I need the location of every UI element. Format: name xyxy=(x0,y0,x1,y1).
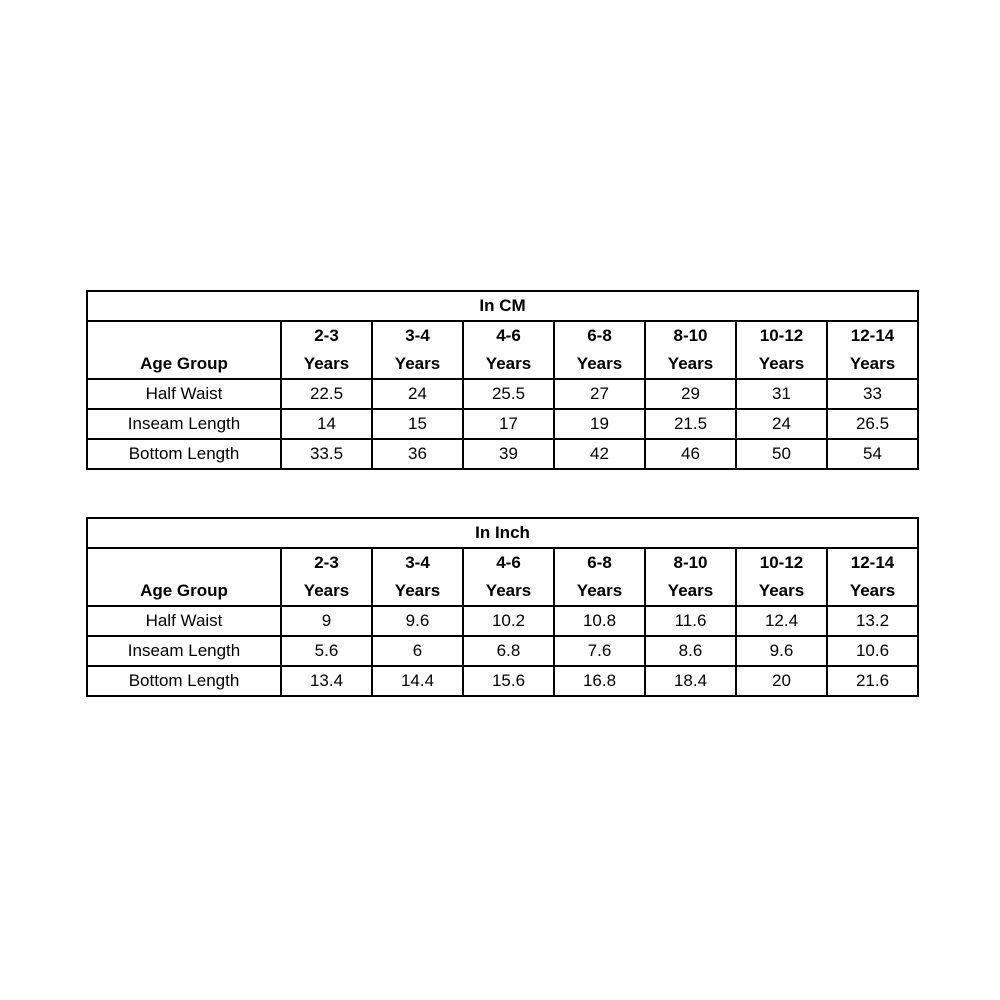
age-range: 10-12 xyxy=(759,553,804,572)
table-cell: 5.6 xyxy=(281,636,372,666)
age-unit: Years xyxy=(576,581,623,600)
table-header-row xyxy=(87,548,918,606)
table-row xyxy=(87,666,918,696)
table-cell: 21.6 xyxy=(827,666,918,696)
column-header xyxy=(736,321,827,379)
size-table-inch xyxy=(86,517,919,697)
column-header xyxy=(645,321,736,379)
table-cell: 6.8 xyxy=(463,636,554,666)
age-unit: Years xyxy=(667,354,714,373)
table-cell: 36 xyxy=(372,439,463,469)
table-cell: 15 xyxy=(372,409,463,439)
table-cell: 15.6 xyxy=(463,666,554,696)
column-header xyxy=(827,321,918,379)
age-range: 6-8 xyxy=(587,326,612,345)
table-cell: 10.6 xyxy=(827,636,918,666)
column-header xyxy=(372,321,463,379)
table-cell: 6 xyxy=(372,636,463,666)
table-cell: 33.5 xyxy=(281,439,372,469)
table-row xyxy=(87,606,918,636)
column-header xyxy=(463,321,554,379)
column-header xyxy=(281,548,372,606)
table-cell: 24 xyxy=(372,379,463,409)
age-unit: Years xyxy=(667,581,714,600)
column-header xyxy=(463,548,554,606)
table-title: In Inch xyxy=(87,518,918,548)
age-range: 8-10 xyxy=(673,553,708,572)
age-unit: Years xyxy=(485,581,532,600)
age-unit: Years xyxy=(394,354,441,373)
table-cell: 9.6 xyxy=(736,636,827,666)
row-header-label: Age Group xyxy=(87,321,281,379)
age-range: 4-6 xyxy=(496,326,521,345)
column-header xyxy=(281,321,372,379)
row-header-label: Age Group xyxy=(87,548,281,606)
age-unit: Years xyxy=(758,581,805,600)
age-unit: Years xyxy=(394,581,441,600)
table-title-row xyxy=(87,518,918,548)
table-row xyxy=(87,636,918,666)
size-table-cm xyxy=(86,290,919,470)
table-cell: 25.5 xyxy=(463,379,554,409)
age-unit: Years xyxy=(849,581,896,600)
table-cell: 22.5 xyxy=(281,379,372,409)
column-header xyxy=(554,548,645,606)
age-unit: Years xyxy=(303,581,350,600)
age-unit: Years xyxy=(576,354,623,373)
table-cell: 7.6 xyxy=(554,636,645,666)
table-cell: 29 xyxy=(645,379,736,409)
row-label: Inseam Length xyxy=(87,636,281,666)
age-range: 3-4 xyxy=(405,326,430,345)
table-cell: 31 xyxy=(736,379,827,409)
age-range: 12-14 xyxy=(850,326,895,345)
table-cell: 12.4 xyxy=(736,606,827,636)
table-cell: 27 xyxy=(554,379,645,409)
table-row xyxy=(87,379,918,409)
table-cell: 10.2 xyxy=(463,606,554,636)
table-cell: 13.4 xyxy=(281,666,372,696)
table-cell: 54 xyxy=(827,439,918,469)
table-cell: 19 xyxy=(554,409,645,439)
table-cell: 46 xyxy=(645,439,736,469)
table-cell: 33 xyxy=(827,379,918,409)
age-range: 2-3 xyxy=(314,553,339,572)
table-cell: 42 xyxy=(554,439,645,469)
table-cell: 14 xyxy=(281,409,372,439)
column-header xyxy=(736,548,827,606)
table-cell: 24 xyxy=(736,409,827,439)
column-header xyxy=(645,548,736,606)
table-cell: 18.4 xyxy=(645,666,736,696)
row-label: Half Waist xyxy=(87,379,281,409)
table-cell: 20 xyxy=(736,666,827,696)
column-header xyxy=(827,548,918,606)
row-label: Half Waist xyxy=(87,606,281,636)
table-cell: 17 xyxy=(463,409,554,439)
table-title: In CM xyxy=(87,291,918,321)
table-cell: 8.6 xyxy=(645,636,736,666)
age-range: 2-3 xyxy=(314,326,339,345)
row-label: Inseam Length xyxy=(87,409,281,439)
table-cell: 11.6 xyxy=(645,606,736,636)
table-cell: 21.5 xyxy=(645,409,736,439)
age-range: 10-12 xyxy=(759,326,804,345)
table-row xyxy=(87,409,918,439)
age-range: 3-4 xyxy=(405,553,430,572)
age-unit: Years xyxy=(849,354,896,373)
table-cell: 50 xyxy=(736,439,827,469)
age-range: 8-10 xyxy=(673,326,708,345)
table-row xyxy=(87,439,918,469)
table-title-row xyxy=(87,291,918,321)
table-cell: 26.5 xyxy=(827,409,918,439)
age-unit: Years xyxy=(303,354,350,373)
age-range: 6-8 xyxy=(587,553,612,572)
table-cell: 16.8 xyxy=(554,666,645,696)
age-range: 12-14 xyxy=(850,553,895,572)
row-label: Bottom Length xyxy=(87,666,281,696)
column-header xyxy=(554,321,645,379)
age-range: 4-6 xyxy=(496,553,521,572)
table-cell: 9.6 xyxy=(372,606,463,636)
table-cell: 10.8 xyxy=(554,606,645,636)
age-unit: Years xyxy=(485,354,532,373)
table-cell: 14.4 xyxy=(372,666,463,696)
table-header-row xyxy=(87,321,918,379)
column-header xyxy=(372,548,463,606)
table-cell: 9 xyxy=(281,606,372,636)
table-cell: 13.2 xyxy=(827,606,918,636)
table-cell: 39 xyxy=(463,439,554,469)
age-unit: Years xyxy=(758,354,805,373)
row-label: Bottom Length xyxy=(87,439,281,469)
